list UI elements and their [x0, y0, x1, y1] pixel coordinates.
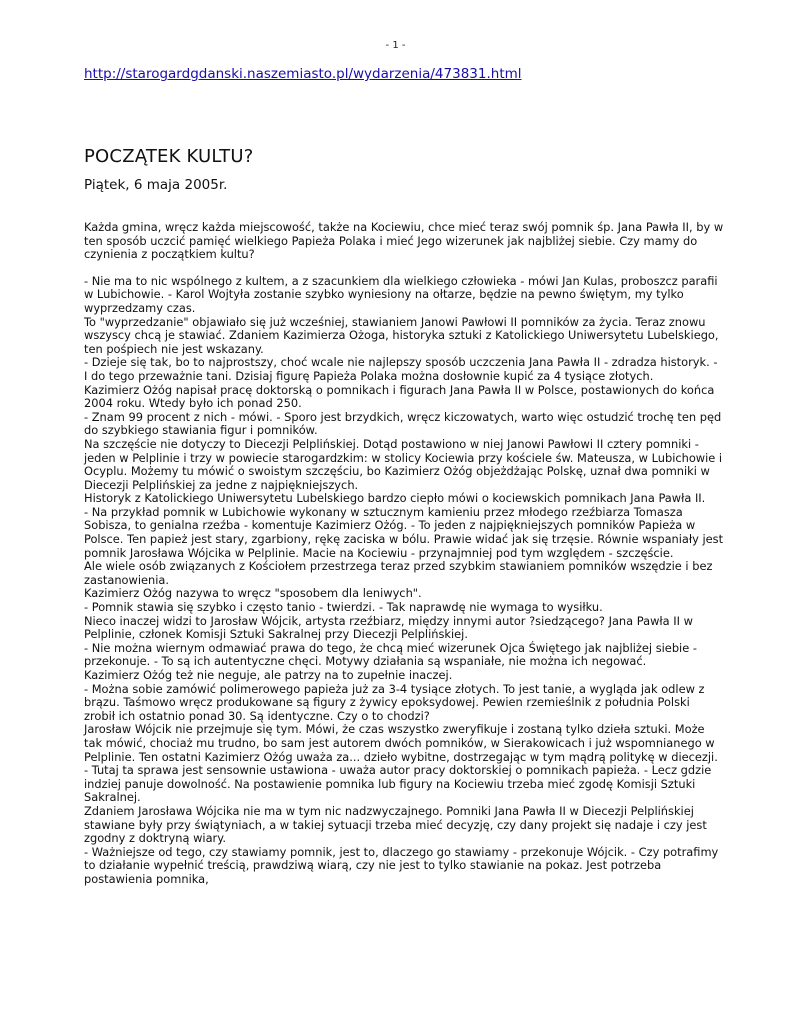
article-paragraph: - Nie ma to nic wspólnego z kultem, a z szacunkiem dla wielkiego człowieka - mówi Jan Kulas, proboszcz parafii w Lubichowie. - Karol Wojtyła zostanie szybko wyniesiony na ołtarze, będzie na pewno świętym, my tylko wyprzedzamy czas. — [84, 273, 718, 315]
article-paragraph: Kazimierz Ożóg też nie neguje, ale patrzy na to zupełnie inaczej. — [84, 668, 453, 682]
article-paragraph: - Dzieje się tak, bo to najprostszy, choć wcale nie najlepszy sposób uczczenia Jana Pawła II - zdradza historyk. - I do tego przeważnie tani. Dzisiaj figurę Papieża Polaka można dosłownie kupić za 4 tysiące złotych. — [84, 355, 718, 383]
article-paragraph: - Ważniejsze od tego, czy stawiamy pomnik, jest to, dlaczego go stawiamy - przekonuje Wójcik. - Czy potrafimy to działanie wypełnić treścią, prawdziwą wiarą, czy nie jest to tylko stawianie na pokaz. Jest potrzeba postawienia pomnika, — [84, 844, 719, 886]
article-paragraph: - Znam 99 procent z nich - mówi. - Sporo jest brzydkich, wręcz kiczowatych, warto więc ostudzić trochę ten pęd do szybkiego stawiania figur i pomników. — [84, 409, 722, 438]
article-paragraph: - Na przykład pomnik w Lubichowie wykonany w sztucznym kamieniu przez młodego rzeźbiarza Tomasza Sobisza, to genialna rzeźba - komentuje Kazimierz Ożóg. - To jeden z najpiękniejszych pomników Papieża w Polsce. Ten papież jest stary, zgarbiony, rękę zaciska w bólu. Prawie widać jak się trzęsie. Równie wspaniały jest pomnik Jarosława Wójcika w Pelplinie. Macie na Kociewiu - przynajmniej pod tym względem - szczęście. — [84, 504, 724, 560]
article-paragraph: To "wyprzedzanie" objawiało się już wcześniej, stawianiem Janowi Pawłowi II pomników za życia. Teraz znowu wszyscy chcą je stawiać. Zdaniem Kazimierza Ożoga, historyka sztuki z Katolickiego Uniwersytetu Lubelskiego, ten pośpiech nie jest wskazany. — [84, 314, 719, 356]
article-paragraph: Kazimierz Ożóg napisał pracę doktorską o pomnikach i figurach Jana Pawła II w Polsce, postawionych do końca 2004 roku. Wtedy było ich ponad 250. — [84, 382, 715, 411]
article-paragraph: - Pomnik stawia się szybko i często tanio - twierdzi. - Tak naprawdę nie wymaga to wysiłku. — [84, 600, 603, 615]
article-paragraph: - Można sobie zamówić polimerowego papieża już za 3-4 tysiące złotych. To jest tanie, a wygląda jak odlew z brązu. Taśmowo wręcz produkowane są figury z żywicy epoksydowej. Pewien rzemieślnik z południa Polski zrobił ich ostatnio ponad 30. Są identyczne. Czy o to chodzi? — [84, 681, 705, 723]
article-paragraph: Historyk z Katolickiego Uniwersytetu Lubelskiego bardzo ciepło mówi o kociewskich pomnikach Jana Pawła II. — [84, 491, 706, 506]
article-date: Piątek, 6 maja 2005r. — [84, 177, 228, 193]
article-title: POCZĄTEK KULTU? — [84, 146, 254, 167]
article-paragraph: Zdaniem Jarosława Wójcika nie ma w tym nic nadzwyczajnego. Pomniki Jana Pawła II w Diecezji Pelplińskiej stawiane były przy świątyniach, a w takiej sytuacji trzeba mieć decyzję, czy dany projekt się nadaje i czy jest zgodny z doktryną wiary. — [84, 803, 707, 846]
article-paragraph: Jarosław Wójcik nie przejmuje się tym. Mówi, że czas wszystko zweryfikuje i zostaną tylko dzieła sztuki. Może tak mówić, chociaż mu trudno, bo sam jest autorem dwóch pomników, w Sierakowicach i już wspomnianego w Pelplinie. Ten ostatni Kazimierz Ożóg uważa za... dzieło wybitne, dostrzegając w tym mądrą politykę w diecezji. — [84, 722, 718, 764]
article-paragraph: Na szczęście nie dotyczy to Diecezji Pelplińskiej. Dotąd postawiono w niej Janowi Pawłowi II cztery pomniki - jeden w Pelplinie i trzy w powiecie starogardzkim: w stolicy Kociewia przy kościele św. Mateusza, w Lubichowie i Ocyplu. Możemy tu mówić o swoistym szczęściu, bo Kazimierz Ożóg objeżdżając Polskę, uznał dwa pomniki w Diecezji Pelplińskiej za jedne z najpiękniejszych. — [84, 436, 723, 492]
article-paragraph: - Nie można wiernym odmawiać prawa do tego, że chcą mieć wizerunek Ojca Świętego jak najbliżej siebie - przekonuje. - To są ich autentyczne chęci. Motywy działania są wspaniałe, nie można ich negować. — [84, 640, 697, 669]
article-paragraph: Ale wiele osób związanych z Kościołem przestrzega teraz przed szybkim stawianiem pomników wszędzie i bez zastanowienia. — [84, 559, 713, 587]
article-body — [84, 221, 724, 887]
source-url-link[interactable]: http://starogardgdanski.naszemiasto.pl/wydarzenia/473831.html — [84, 66, 522, 82]
article-paragraph: Kazimierz Ożóg nazywa to wręcz "sposobem dla leniwych". — [84, 586, 422, 601]
article-lead: Każda gmina, wręcz każda miejscowość, także na Kociewiu, chce mieć teraz swój pomnik śp. Jana Pawła II, by w ten sposób uczcić pamięć wielkiego Papieża Polaka i mieć Jego wizerunek jak najbliżej siebie. Czy mamy do czynienia z początkiem kultu? — [84, 220, 724, 262]
article-paragraph: - Tutaj ta sprawa jest sensownie ustawiona - uważa autor pracy doktorskiej o pomnikach papieża. - Lecz gdzie indziej panuje dowolność. Na postawienie pomnika lub figury na Kociewiu trzeba mieć zgodę Komisji Sztuki Sakralnej. — [84, 763, 712, 805]
article-paragraph: Nieco inaczej widzi to Jarosław Wójcik, artysta rzeźbiarz, między innymi autor ?siedzącego? Jana Pawła II w Pelplinie, członek Komisji Sztuki Sakralnej przy Diecezji Pelplińskiej. — [84, 613, 693, 642]
page-number: - 1 - — [385, 40, 406, 51]
